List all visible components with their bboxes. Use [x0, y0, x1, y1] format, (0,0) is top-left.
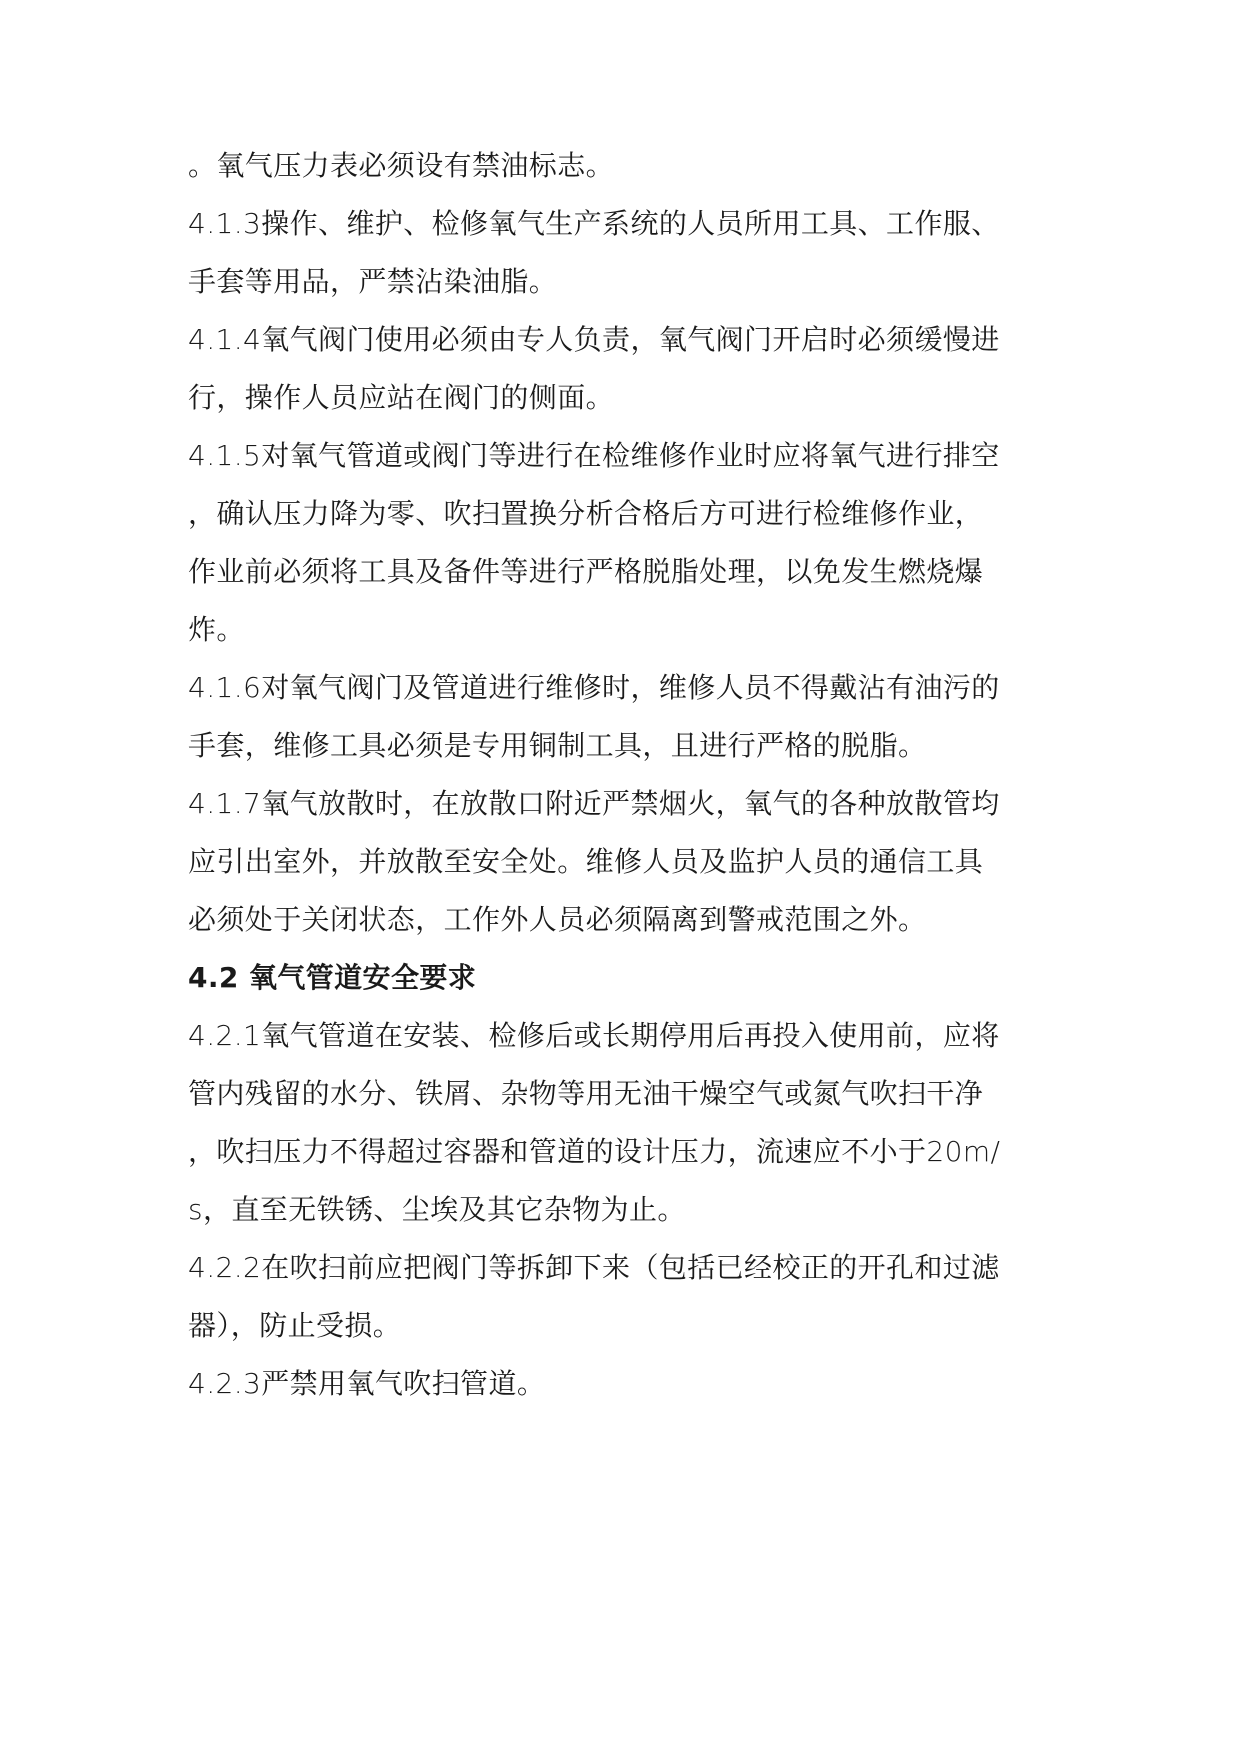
- text-line: 4.1.6对氧气阀门及管道进行维修时，维修人员不得戴沾有油污的: [188, 671, 1000, 704]
- text-line: 4.2.1氧气管道在安装、检修后或长期停用后再投入使用前，应将: [188, 1019, 1000, 1052]
- text-line: 4.1.3操作、维护、检修氧气生产系统的人员所用工具、工作服、: [188, 207, 1000, 240]
- text-line: s，直至无铁锈、尘埃及其它杂物为止。: [188, 1193, 686, 1226]
- text-line: 必须处于关闭状态，工作外人员必须隔离到警戒范围之外。: [188, 903, 927, 936]
- text-line: 器），防止受损。: [188, 1309, 402, 1342]
- text-line: 行，操作人员应站在阀门的侧面。: [188, 381, 615, 414]
- text-line: 。氧气压力表必须设有禁油标志。: [188, 149, 615, 182]
- text-line: 手套，维修工具必须是专用铜制工具，且进行严格的脱脂。: [188, 729, 927, 762]
- section-heading: 4.2 氧气管道安全要求: [188, 961, 477, 994]
- text-line: 4.1.4氧气阀门使用必须由专人负责，氧气阀门开启时必须缓慢进: [188, 323, 1000, 356]
- text-line: 4.1.5对氧气管道或阀门等进行在检维修作业时应将氧气进行排空: [188, 439, 1000, 472]
- text-line: 4.1.7氧气放散时，在放散口附近严禁烟火，氧气的各种放散管均: [188, 787, 1000, 820]
- text-line: 作业前必须将工具及备件等进行严格脱脂处理，以免发生燃烧爆: [188, 555, 984, 588]
- text-line: 4.2.3严禁用氧气吹扫管道。: [188, 1367, 546, 1400]
- text-line: 4.2.2在吹扫前应把阀门等拆卸下来（包括已经校正的开孔和过滤: [188, 1251, 1000, 1284]
- text-line: 炸。: [188, 613, 245, 646]
- text-line: 应引出室外，并放散至安全处。维修人员及监护人员的通信工具: [188, 845, 984, 878]
- text-line: ，确认压力降为零、吹扫置换分析合格后方可进行检维修作业，: [188, 497, 984, 530]
- text-line: 管内残留的水分、铁屑、杂物等用无油干燥空气或氮气吹扫干净: [188, 1077, 984, 1110]
- text-line: 手套等用品，严禁沾染油脂。: [188, 265, 558, 298]
- text-line: ，吹扫压力不得超过容器和管道的设计压力，流速应不小于20m/: [188, 1135, 1001, 1168]
